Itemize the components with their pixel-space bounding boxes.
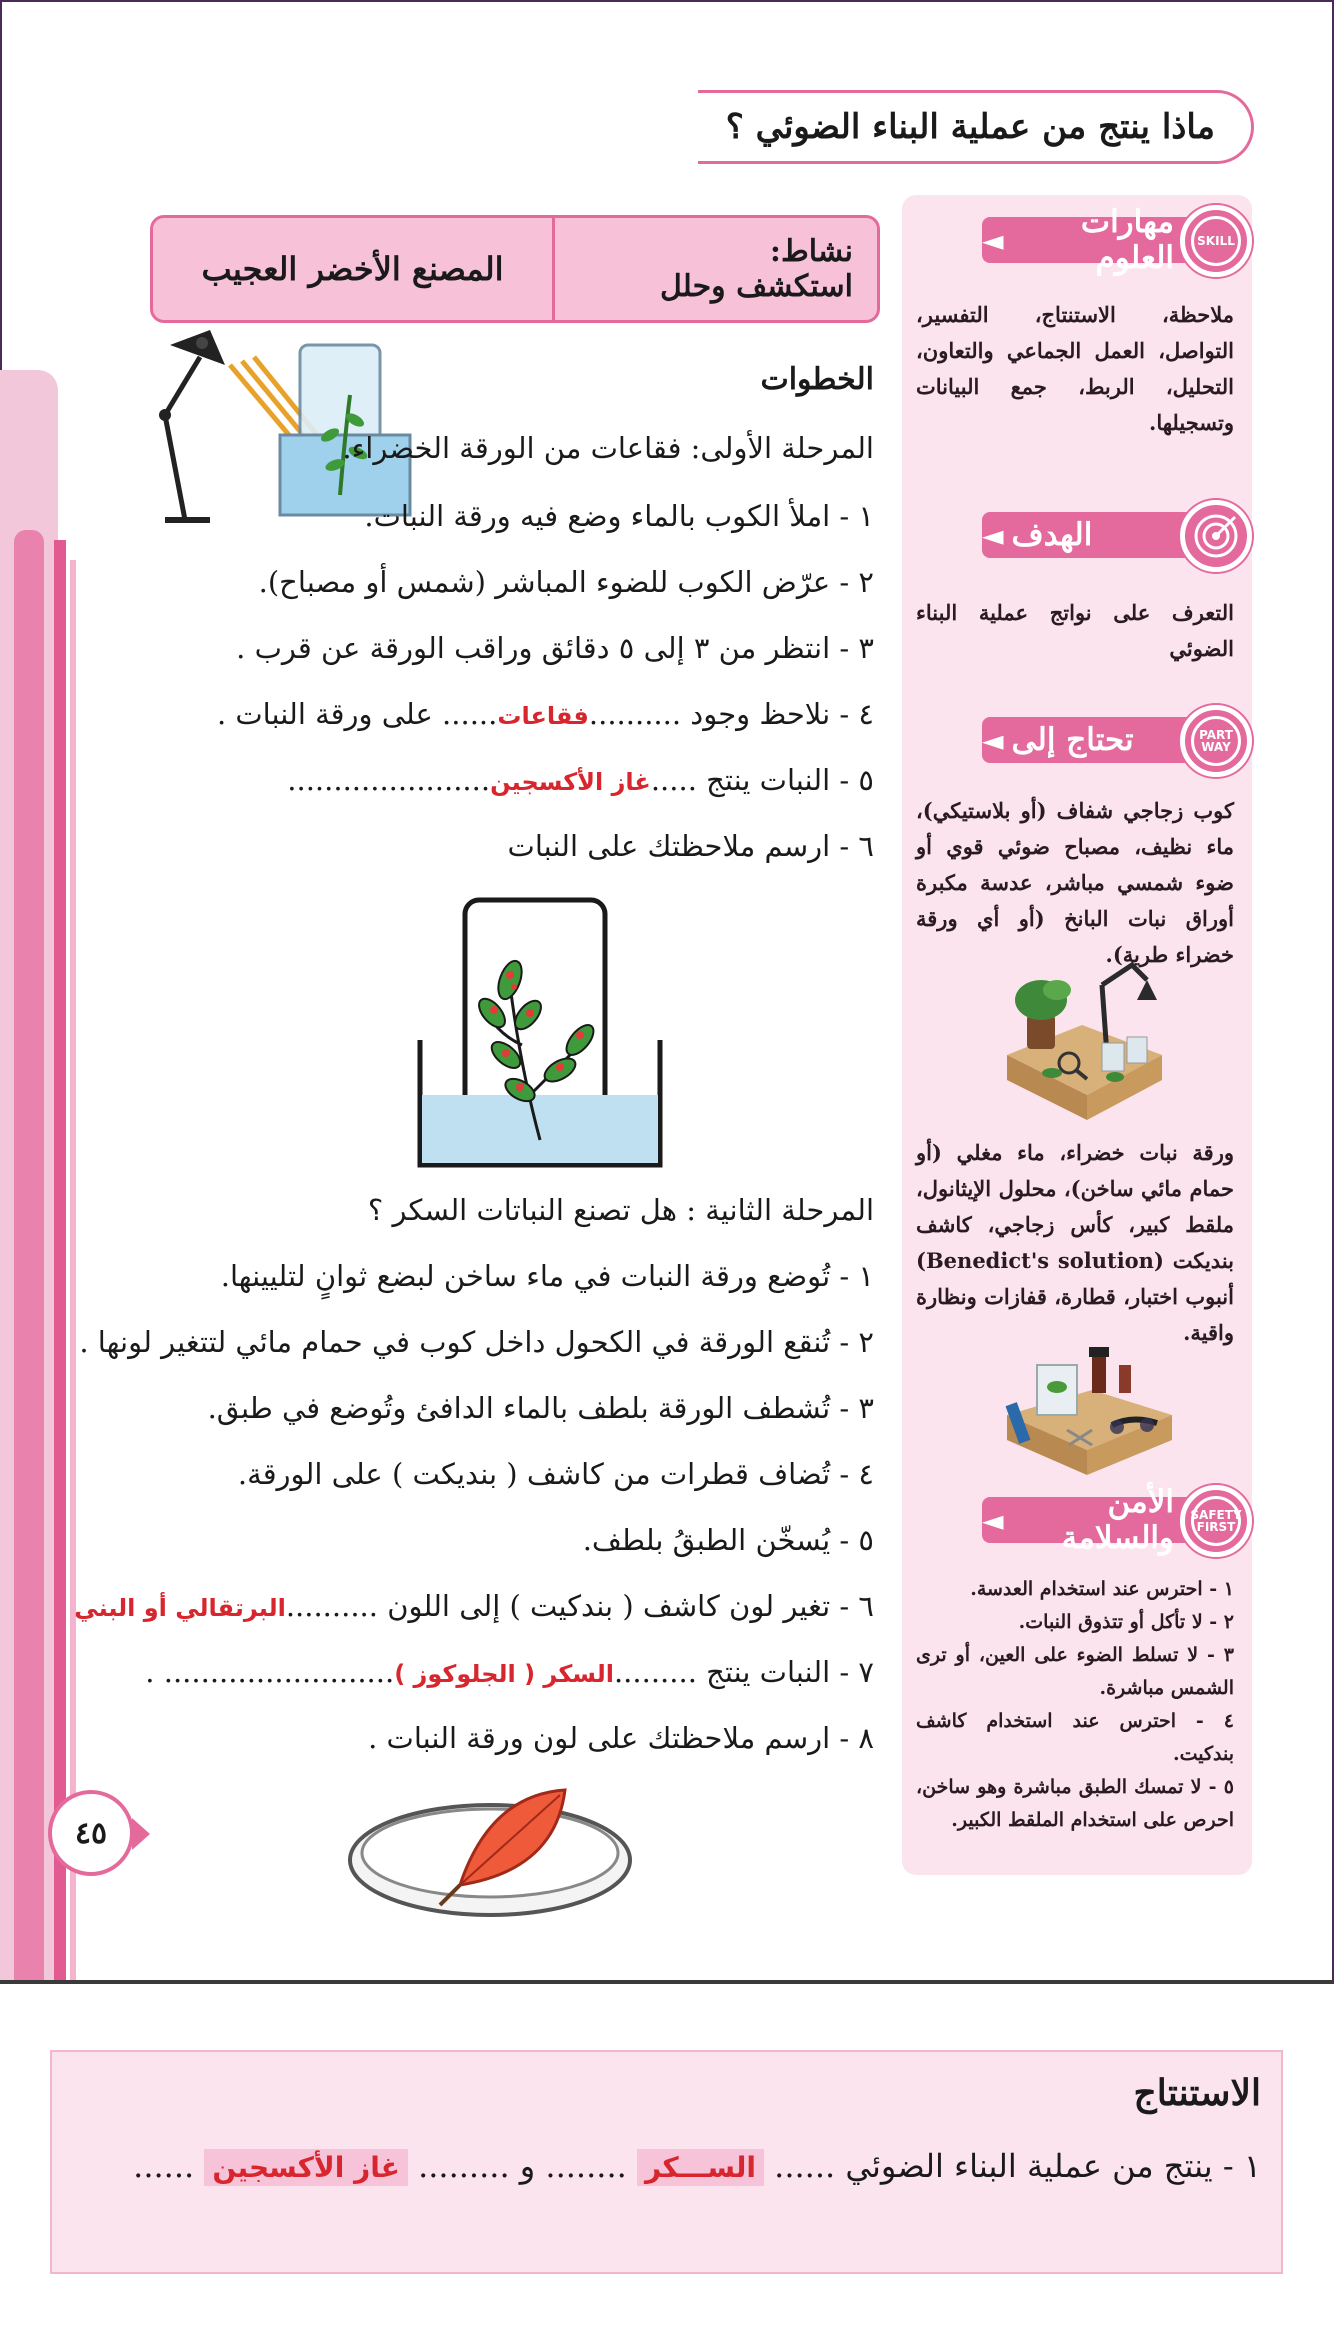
skills-text: ملاحظة، الاستنتاج، التفسير، التواصل، العمل الجماعي والتعاون، التحليل، الربط، جمع البيانات وتسجيلها.: [916, 302, 1234, 435]
goal-bar: [982, 512, 1212, 558]
needs-bar: [982, 717, 1212, 763]
phase2-step5: ٥ - يُسخّن الطبقُ بلطف.: [582, 1523, 874, 1557]
phase1-step2: ٢ - عرّض الكوب للضوء المباشر (شمس أو مصباح).: [258, 565, 874, 599]
goal-header: [922, 500, 1252, 570]
lamp-glass-illustration: [150, 325, 450, 525]
safety-first-badge-icon: [1180, 1485, 1252, 1557]
needs-header: [922, 705, 1252, 775]
skill-badge-icon: [1180, 205, 1252, 277]
skills-bar: [982, 204, 1212, 276]
skills-header: [922, 205, 1252, 275]
phase2-step1: ١ - تُوضع ورقة النبات في ماء ساخن لبضع ثوانٍ لتليينها.: [220, 1259, 874, 1293]
materials-photo-2: [997, 1335, 1177, 1485]
phase1-step5: [287, 760, 874, 802]
safety-list: [916, 1573, 1234, 1837]
safety-bar: [982, 1484, 1212, 1556]
phase2-title: المرحلة الثانية : هل تصنع النباتات السكر ؟: [367, 1193, 874, 1227]
left-decor-strip-mid: [14, 530, 44, 1980]
activity-title: المصنع الأخضر العجيب: [201, 250, 504, 288]
petri-dish-drawing: [340, 1775, 640, 1925]
phase2-step8: ٨ - ارسم ملاحظتك على لون ورقة النبات .: [368, 1721, 874, 1755]
activity-header: [150, 215, 880, 323]
skills-heading: مهارات العلوم: [1080, 204, 1174, 276]
conclusion-box: [50, 2050, 1283, 2274]
page-number-pointer: [132, 1818, 150, 1850]
conclusion-title: الاستنتاج: [1133, 2072, 1261, 2114]
phase2-step2: ٢ - تُنقع الورقة في الكحول داخل كوب في حمام مائي لتتغير لونها .: [79, 1325, 874, 1359]
goal-text: التعرف على نواتج عملية البناء الضوئي: [916, 600, 1234, 661]
phase2-step3: ٣ - تُشطف الورقة بلطف بالماء الدافئ وتُوضع في طبق.: [207, 1391, 874, 1425]
target-icon-svg: [1191, 511, 1241, 561]
phase1-step5-prefix: ٥ - النبات ينتج .....: [650, 763, 874, 797]
phase1-step4-suffix: ...... على ورقة النبات .: [216, 697, 498, 731]
phase1-title: المرحلة الأولى: فقاعات من الورقة الخضراء.: [342, 431, 874, 465]
conclusion-suffix: ......: [133, 2147, 195, 2185]
safety-heading: الأمن والسلامة: [1061, 1484, 1174, 1556]
page-number: ٤٥: [48, 1790, 134, 1876]
safety-item: ٥ - لا تمسك الطبق مباشرة وهو ساخن، احرص على استخدام الملقط الكبير.: [916, 1776, 1234, 1831]
part-way-badge-icon: [1180, 705, 1252, 777]
phase1-step6: ٦ - ارسم ملاحظتك على النبات: [507, 829, 874, 863]
skill-badge-label: SKILL: [1191, 216, 1241, 266]
arrow-icon: ◄: [982, 518, 1004, 552]
phase2-step6: [74, 1586, 874, 1628]
phase2-step7-suffix: ......................... .: [145, 1655, 395, 1689]
safety-item: ٢ - لا تأكل أو تتذوق النبات.: [1018, 1611, 1234, 1633]
phase2-step6-prefix: ٦ - تغير لون كاشف ( بندكيت ) إلى اللون ..........: [285, 1589, 874, 1623]
left-decor-strip-inner: [54, 540, 66, 1980]
part-way-badge-label: PART WAY: [1191, 716, 1241, 766]
phase2-step7-prefix: ٧ - النبات ينتج .........: [613, 1655, 874, 1689]
conclusion-prefix: ١ - ينتج من عملية البناء الضوئي ......: [774, 2147, 1261, 2185]
phase1-step4: [217, 694, 874, 736]
answer-orange-brown: البرتقالي أو البني: [74, 1594, 286, 1622]
activity-label-line1: نشاط:: [769, 234, 853, 269]
phase1-step3: ٣ - انتظر من ٣ إلى ٥ دقائق وراقب الورقة عن قرب .: [236, 631, 874, 665]
conclusion-answer-sugar: الســـكر: [637, 2149, 764, 2186]
phase1-step1: ١ - املأ الكوب بالماء وضع فيه ورقة النبات.: [364, 499, 874, 533]
conclusion-answer-oxygen: غاز الأكسجين: [204, 2149, 408, 2186]
goal-heading: الهدف: [1011, 517, 1093, 553]
safety-item: ١ - احترس عند استخدام العدسة.: [970, 1578, 1234, 1600]
needs-text-1: كوب زجاجي شفاف (أو بلاستيكي)، ماء نظيف، مصباح ضوئي قوي أو ضوء شمسي مباشر، عدسة مكبرة أوراق نبات البانخ (أو أي ورقة خضراء طرية).: [916, 798, 1234, 967]
arrow-icon: ◄: [982, 223, 1004, 257]
safety-header: [922, 1485, 1252, 1555]
conclusion-sentence: [133, 2147, 1261, 2185]
activity-label: [552, 218, 877, 320]
phase1-step4-prefix: ٤ - نلاحظ وجود ..........: [588, 697, 874, 731]
activity-label-line2: استكشف وحلل: [659, 269, 853, 304]
side-panel: [902, 195, 1252, 1875]
answer-oxygen: غاز الأكسجين: [490, 768, 651, 796]
arrow-icon: ◄: [982, 1503, 1004, 1537]
conclusion-mid: ........ و .........: [418, 2147, 627, 2185]
needs-heading: تحتاج إلى: [1011, 722, 1134, 758]
safety-badge-label: SAFETY FIRST: [1191, 1496, 1241, 1546]
phase2-step7: [145, 1652, 874, 1694]
arrow-icon: ◄: [982, 723, 1004, 757]
materials-photo-1: [997, 955, 1167, 1125]
safety-item: ٤ - احترس عند استخدام كاشف بندكيت.: [916, 1710, 1234, 1765]
plant-drawing: [410, 895, 670, 1175]
safety-item: ٣ - لا تسلط الضوء على العين، أو ترى الشمس مباشرة.: [916, 1644, 1234, 1699]
frame-divider: [0, 1980, 1334, 1984]
left-decor-strip-line: [70, 560, 76, 1980]
phase1-step5-suffix: ......................: [287, 763, 491, 797]
answer-sugar-glucose: السكر ( الجلوكوز ): [394, 1660, 614, 1688]
steps-title: الخطوات: [760, 362, 874, 397]
question-text: ماذا ينتج من عملية البناء الضوئي ؟: [725, 107, 1215, 147]
target-icon: [1180, 500, 1252, 572]
needs-text-2: ورقة نبات خضراء، ماء مغلي (أو حمام مائي ساخن)، محلول الإيثانول، ملقط كبير، كأس زجاجي، كاشف بنديكت (Benedict's solution) أنبوب اختبار، قطارة، قفازات ونظارة واقية.: [916, 1140, 1234, 1345]
answer-bubbles: فقاعات: [497, 702, 589, 730]
phase2-step4: ٤ - تُضاف قطرات من كاشف ( بنديكت ) على الورقة.: [237, 1457, 874, 1491]
question-heading: [698, 90, 1254, 164]
